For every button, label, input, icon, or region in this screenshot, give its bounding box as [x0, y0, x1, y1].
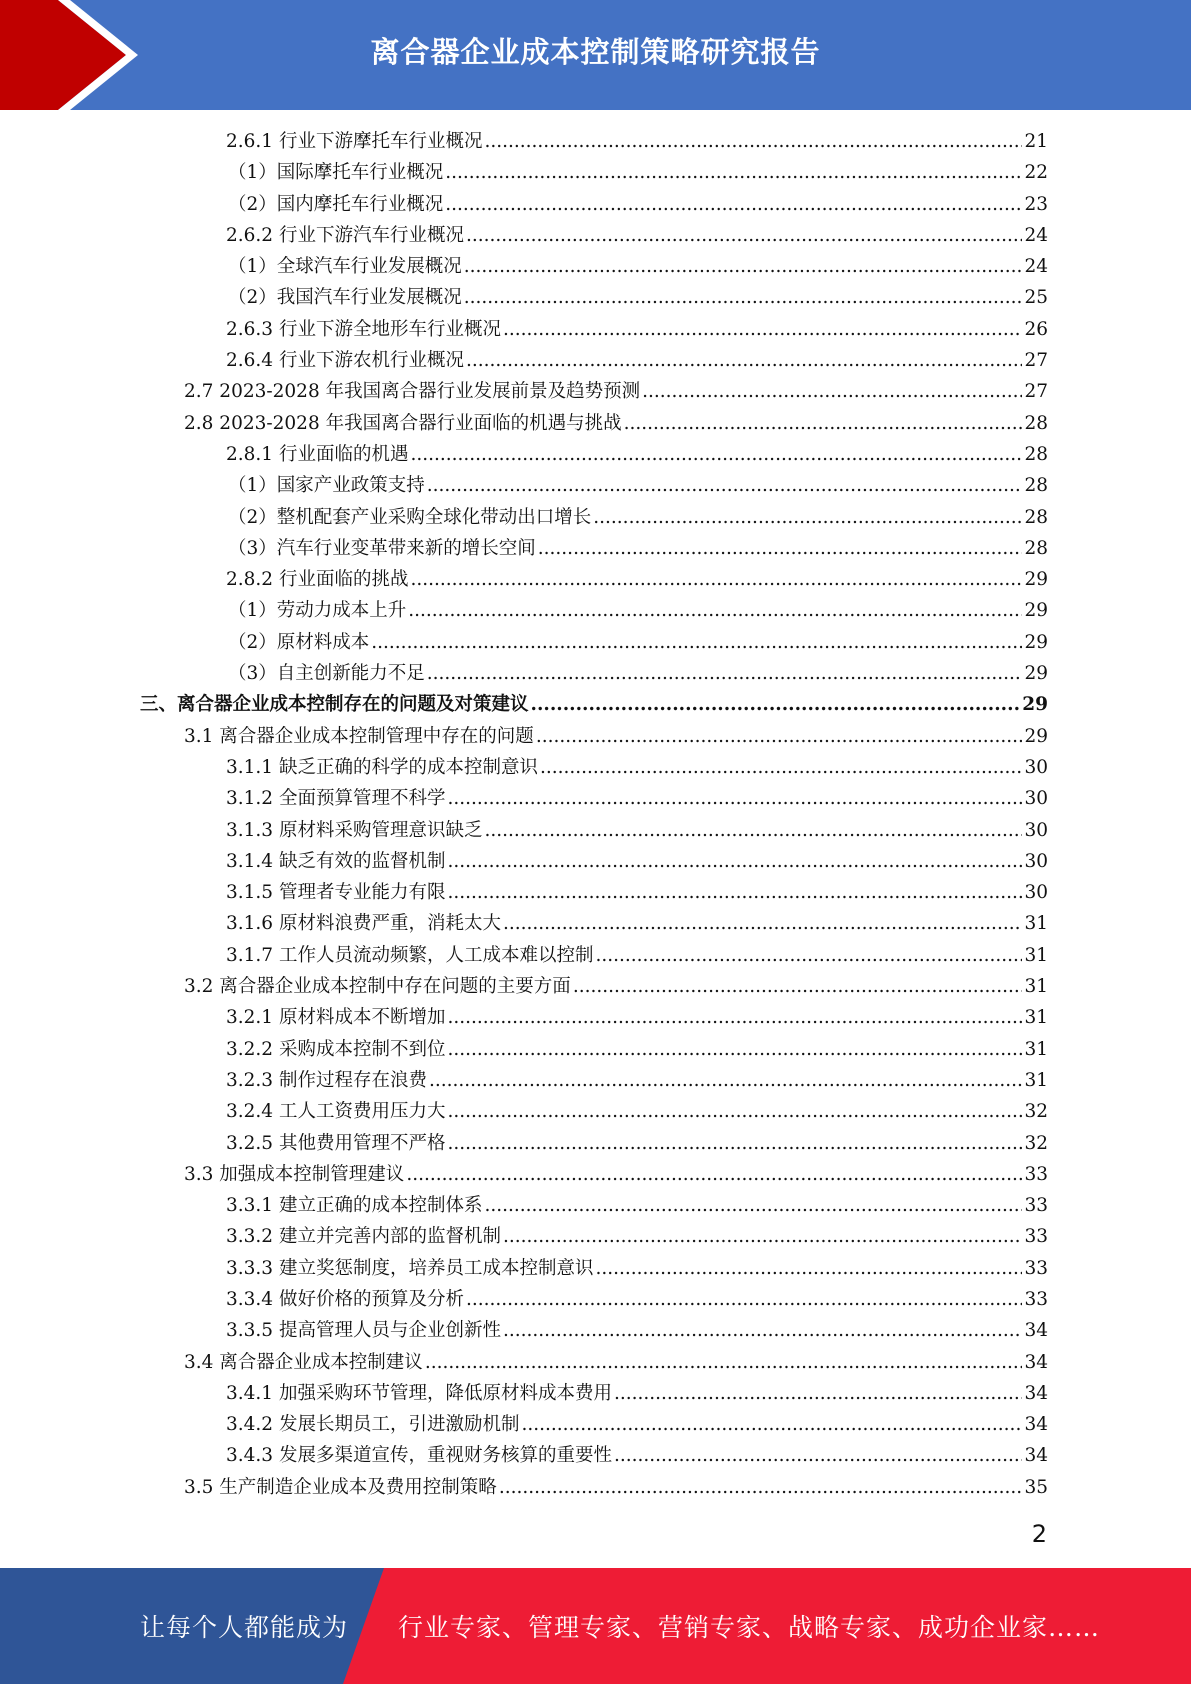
footer-slogan-right: 行业专家、管理专家、营销专家、战略专家、成功企业家……	[398, 1613, 1101, 1642]
toc-entry-page: 26	[1024, 318, 1048, 340]
toc-entry-label: 3.2.2 采购成本控制不到位	[226, 1038, 446, 1060]
toc-entry-page: 28	[1024, 443, 1048, 465]
toc-entry-label: 2.6.3 行业下游全地形车行业概况	[226, 318, 501, 340]
toc-entry[interactable]	[140, 689, 1048, 720]
toc-entry-page: 31	[1024, 1069, 1048, 1091]
toc-dot-leader	[540, 752, 1022, 783]
toc-dot-leader	[484, 126, 1022, 157]
toc-dot-leader	[531, 689, 1021, 720]
toc-entry-label: （2）国内摩托车行业概况	[228, 193, 444, 215]
toc-entry[interactable]	[140, 1409, 1048, 1440]
toc-entry-page: 33	[1024, 1226, 1048, 1248]
toc-entry-page: 34	[1024, 1445, 1048, 1467]
toc-dot-leader	[371, 627, 1022, 658]
toc-entry[interactable]	[140, 1221, 1048, 1252]
toc-entry-label: 3.4 离合器企业成本控制建议	[184, 1351, 423, 1373]
toc-entry-label: 3.4.1 加强采购环节管理，降低原材料成本费用	[226, 1382, 612, 1404]
toc-entry-page: 24	[1024, 256, 1048, 278]
toc-entry[interactable]	[140, 595, 1048, 626]
toc-entry-label: 2.6.1 行业下游摩托车行业概况	[226, 131, 483, 152]
toc-entry[interactable]	[140, 1065, 1048, 1096]
toc-entry-page: 29	[1024, 631, 1048, 653]
toc-entry-label: 3.4.3 发展多渠道宣传，重视财务核算的重要性	[226, 1445, 612, 1467]
toc-entry-page: 23	[1024, 193, 1048, 215]
toc-entry-page: 21	[1024, 131, 1048, 152]
toc-entry-label: 3.1.4 缺乏有效的监督机制	[226, 850, 446, 872]
toc-dot-leader	[445, 157, 1022, 188]
toc-entry[interactable]	[140, 846, 1048, 877]
toc-entry-label: （1）国际摩托车行业概况	[228, 162, 444, 184]
toc-dot-leader	[410, 439, 1022, 470]
toc-entry[interactable]	[140, 376, 1048, 407]
toc-dot-leader	[447, 783, 1022, 814]
toc-entry-label: （2）整机配套产业采购全球化带动出口增长	[228, 506, 592, 528]
toc-entry-label: （2）我国汽车行业发展概况	[228, 287, 462, 309]
toc-entry-label: 3.1.3 原材料采购管理意识缺乏	[226, 819, 483, 841]
toc-entry[interactable]	[140, 470, 1048, 501]
toc-entry-page: 31	[1024, 944, 1048, 966]
toc-entry-page: 22	[1024, 162, 1048, 184]
toc-entry-page: 35	[1024, 1476, 1048, 1498]
toc-entry-page: 33	[1024, 1288, 1048, 1310]
toc-entry-label: 2.8 2023-2028 年我国离合器行业面临的机遇与挑战	[184, 412, 622, 434]
toc-entry[interactable]	[140, 439, 1048, 470]
toc-dot-leader	[614, 1440, 1022, 1471]
toc-entry[interactable]	[140, 1440, 1048, 1471]
toc-entry[interactable]	[140, 908, 1048, 939]
toc-entry-page: 34	[1024, 1382, 1048, 1404]
toc-entry-label: 3.3.2 建立并完善内部的监督机制	[226, 1226, 501, 1248]
toc-dot-leader	[538, 533, 1023, 564]
toc-entry[interactable]	[140, 1253, 1048, 1284]
toc-entry-page: 30	[1024, 819, 1048, 841]
toc-entry[interactable]	[140, 1378, 1048, 1409]
toc-entry-label: （3）自主创新能力不足	[228, 663, 425, 685]
toc-dot-leader	[447, 1128, 1022, 1159]
toc-entry-page: 31	[1024, 1007, 1048, 1029]
toc-dot-leader	[408, 595, 1022, 626]
toc-dot-leader	[445, 189, 1022, 220]
toc-entry-page: 31	[1024, 976, 1048, 998]
toc-entry[interactable]	[140, 940, 1048, 971]
toc-entry[interactable]	[140, 1347, 1048, 1378]
toc-dot-leader	[447, 1096, 1022, 1127]
toc-entry[interactable]	[140, 1315, 1048, 1346]
toc-entry-page: 28	[1024, 412, 1048, 434]
toc-entry-page: 28	[1024, 506, 1048, 528]
toc-entry-label: 3.2.5 其他费用管理不严格	[226, 1132, 446, 1154]
toc-entry-page: 34	[1024, 1320, 1048, 1342]
toc-entry-label: （2）原材料成本	[228, 631, 370, 653]
toc-dot-leader	[503, 1221, 1022, 1252]
toc-entry-page: 31	[1024, 1038, 1048, 1060]
toc-entry-label: 三、离合器企业成本控制存在的问题及对策建议	[140, 694, 529, 716]
toc-entry[interactable]	[140, 157, 1048, 188]
toc-entry[interactable]	[140, 502, 1048, 533]
footer-slogan-left: 让每个人都能成为	[140, 1613, 349, 1642]
toc-dot-leader	[427, 658, 1023, 689]
toc-entry[interactable]	[140, 877, 1048, 908]
toc-entry[interactable]	[140, 783, 1048, 814]
toc-dot-leader	[593, 502, 1022, 533]
toc-entry[interactable]	[140, 721, 1048, 752]
toc-entry-label: 3.3.1 建立正确的成本控制体系	[226, 1195, 483, 1217]
toc-entry-page: 24	[1024, 224, 1048, 246]
toc-entry[interactable]	[140, 1096, 1048, 1127]
toc-dot-leader	[484, 1190, 1022, 1221]
toc-entry-label: 3.3 加强成本控制管理建议	[184, 1163, 405, 1185]
toc-dot-leader	[447, 877, 1022, 908]
toc-dot-leader	[595, 1253, 1022, 1284]
toc-dot-leader	[466, 345, 1022, 376]
toc-entry-page: 27	[1024, 350, 1048, 372]
toc-entry-label: 3.1.7 工作人员流动频繁，人工成本难以控制	[226, 944, 594, 966]
toc-entry-page: 29	[1022, 694, 1048, 716]
toc-entry-label: （3）汽车行业变革带来新的增长空间	[228, 537, 536, 559]
toc-entry[interactable]	[140, 282, 1048, 313]
toc-entry-page: 28	[1024, 475, 1048, 497]
toc-entry-label: （1）国家产业政策支持	[228, 475, 425, 497]
toc-entry[interactable]	[140, 564, 1048, 595]
toc-entry-label: 3.2.1 原材料成本不断增加	[226, 1007, 446, 1029]
toc-entry[interactable]	[140, 752, 1048, 783]
toc-entry-label: 3.4.2 发展长期员工，引进激励机制	[226, 1414, 520, 1436]
toc-entry[interactable]	[140, 1034, 1048, 1065]
toc-entry-label: 3.1.5 管理者专业能力有限	[226, 882, 446, 904]
toc-entry-label: 2.6.2 行业下游汽车行业概况	[226, 224, 464, 246]
toc-entry[interactable]	[140, 1002, 1048, 1033]
toc-dot-leader	[503, 1315, 1022, 1346]
toc-entry-page: 33	[1024, 1257, 1048, 1279]
toc-entry-label: 3.3.5 提高管理人员与企业创新性	[226, 1320, 501, 1342]
toc-entry[interactable]	[140, 126, 1048, 157]
toc-dot-leader	[447, 1002, 1022, 1033]
page-header	[0, 0, 1191, 110]
toc-entry[interactable]	[140, 1284, 1048, 1315]
toc-entry-label: 3.1.2 全面预算管理不科学	[226, 788, 446, 810]
toc-entry-page: 29	[1024, 725, 1048, 747]
toc-entry[interactable]	[140, 189, 1048, 220]
toc-entry-page: 31	[1024, 913, 1048, 935]
toc-entry-page: 34	[1024, 1414, 1048, 1436]
toc-entry-page: 32	[1024, 1101, 1048, 1123]
page-number: 2	[1031, 1520, 1047, 1548]
toc-entry-label: 3.2 离合器企业成本控制中存在问题的主要方面	[184, 976, 571, 998]
page-footer	[0, 1568, 1191, 1684]
toc-dot-leader	[447, 846, 1022, 877]
toc-dot-leader	[427, 470, 1023, 501]
toc-entry[interactable]	[140, 1190, 1048, 1221]
toc-dot-leader	[425, 1347, 1023, 1378]
toc-dot-leader	[429, 1065, 1022, 1096]
toc-entry-page: 28	[1024, 537, 1048, 559]
report-title: 离合器企业成本控制策略研究报告	[370, 34, 821, 69]
toc-entry-label: 2.7 2023-2028 年我国离合器行业发展前景及趋势预测	[184, 381, 641, 403]
toc-dot-leader	[466, 220, 1022, 251]
toc-entry-label: 3.3.3 建立奖惩制度，培养员工成本控制意识	[226, 1257, 594, 1279]
toc-dot-leader	[573, 971, 1023, 1002]
toc-dot-leader	[406, 1159, 1022, 1190]
toc-dot-leader	[466, 1284, 1022, 1315]
toc-dot-leader	[410, 564, 1022, 595]
toc-entry-label: 3.2.3 制作过程存在浪费	[226, 1069, 427, 1091]
toc-entry-label: 3.1.6 原材料浪费严重，消耗太大	[226, 913, 501, 935]
toc-entry-page: 29	[1024, 663, 1048, 685]
toc-entry-label: （1）全球汽车行业发展概况	[228, 256, 462, 278]
toc-dot-leader	[521, 1409, 1022, 1440]
table-of-contents	[140, 126, 1048, 1503]
toc-entry[interactable]	[140, 345, 1048, 376]
toc-dot-leader	[642, 376, 1022, 407]
toc-dot-leader	[536, 721, 1023, 752]
toc-entry[interactable]	[140, 408, 1048, 439]
toc-entry-label: 3.5 生产制造企业成本及费用控制策略	[184, 1476, 497, 1498]
toc-entry[interactable]	[140, 533, 1048, 564]
toc-entry[interactable]	[140, 251, 1048, 282]
toc-entry-label: 2.6.4 行业下游农机行业概况	[226, 350, 464, 372]
toc-entry[interactable]	[140, 627, 1048, 658]
toc-entry-page: 29	[1024, 569, 1048, 591]
toc-entry-label: 2.8.2 行业面临的挑战	[226, 569, 409, 591]
toc-dot-leader	[503, 908, 1022, 939]
toc-entry-page: 33	[1024, 1163, 1048, 1185]
toc-entry[interactable]	[140, 1472, 1048, 1503]
toc-entry-page: 30	[1024, 882, 1048, 904]
toc-dot-leader	[464, 282, 1023, 313]
toc-dot-leader	[484, 815, 1022, 846]
toc-entry-label: 2.8.1 行业面临的机遇	[226, 443, 409, 465]
toc-dot-leader	[503, 314, 1022, 345]
toc-entry-page: 30	[1024, 788, 1048, 810]
toc-entry-page: 25	[1024, 287, 1048, 309]
toc-entry[interactable]	[140, 220, 1048, 251]
toc-entry-page: 33	[1024, 1195, 1048, 1217]
toc-entry-page: 34	[1024, 1351, 1048, 1373]
toc-entry-page: 27	[1024, 381, 1048, 403]
toc-entry[interactable]	[140, 1159, 1048, 1190]
toc-dot-leader	[464, 251, 1023, 282]
toc-entry-label: （1）劳动力成本上升	[228, 600, 407, 622]
toc-entry-label: 3.3.4 做好价格的预算及分析	[226, 1288, 464, 1310]
toc-entry-page: 32	[1024, 1132, 1048, 1154]
toc-entry[interactable]	[140, 815, 1048, 846]
toc-dot-leader	[624, 408, 1023, 439]
toc-dot-leader	[499, 1472, 1023, 1503]
toc-entry[interactable]	[140, 1128, 1048, 1159]
toc-entry-label: 3.1 离合器企业成本控制管理中存在的问题	[184, 725, 534, 747]
toc-entry[interactable]	[140, 658, 1048, 689]
toc-entry-page: 29	[1024, 600, 1048, 622]
toc-dot-leader	[447, 1034, 1022, 1065]
toc-dot-leader	[595, 940, 1022, 971]
toc-entry-label: 3.1.1 缺乏正确的科学的成本控制意识	[226, 756, 538, 778]
toc-entry[interactable]	[140, 971, 1048, 1002]
toc-entry-page: 30	[1024, 756, 1048, 778]
toc-entry[interactable]	[140, 314, 1048, 345]
toc-dot-leader	[614, 1378, 1022, 1409]
toc-entry-page: 30	[1024, 850, 1048, 872]
toc-entry-label: 3.2.4 工人工资费用压力大	[226, 1101, 446, 1123]
